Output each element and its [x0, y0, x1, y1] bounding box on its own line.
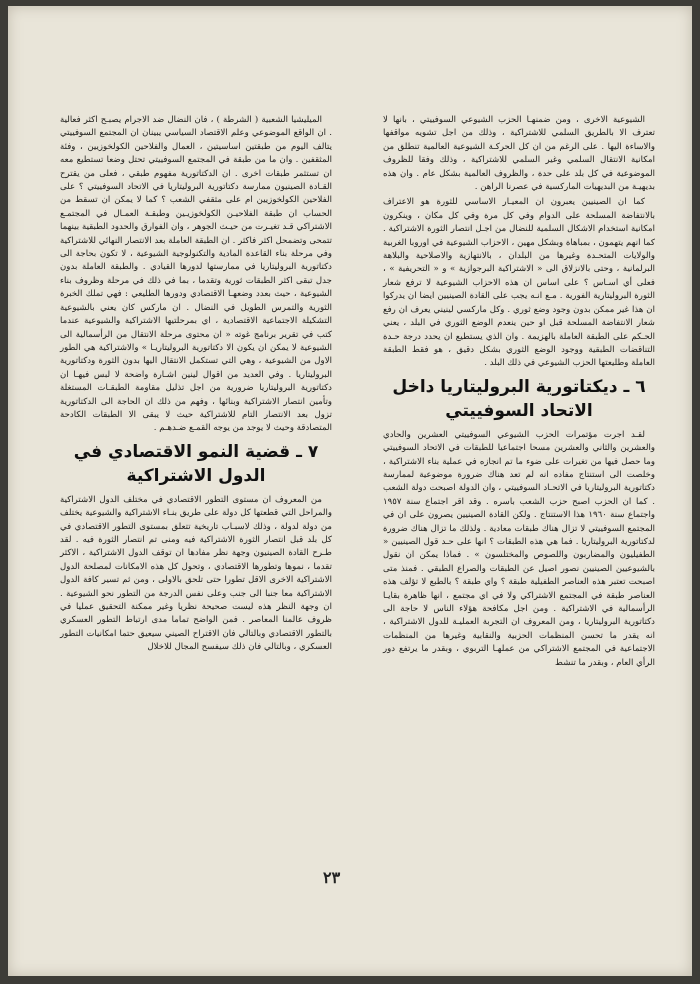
paragraph: الميليشيا الشعبية ( الشرطة ) ، فان النضال ضد الاجرام يصبـح اكثر فعالية . ان الواقع الموضوعي وعلم الاقتصاد السياسي يبينان ان المجتمع السوفييتي يتالف اليوم من طبقتين اساسيتين ، العمال والفلاحين الكولخوزيين ، وفئة المثقفين . وان ما من طبقة في المجتمع السوفييتي تحتل وضعا تستطيع معه ان تستثمر طبقات اخرى . ان الدكتاتورية مفهوم طبقي ، فعلى من يقترح القـادة الصينيون ممارسة دكتاتورية البروليتاريا في الاتحاد السوفييتي ؟ على الفلاحين الكولخوزيين ام على مثقفي الشعب ؟ كما لا يمكن ان تسقط من الحساب ان طبقة الفلاحيـن الكولخوزيـين وطبقـة العمـال في المجتمـع الاشتراكي قـد تغيـرت من حيـث الجوهر ، وان الفوارق والحدود الطبقية بينهما تتمحى وتضمحل اكثر فاكثر . ان الطبقة العاملة بعد الانتصار النهائي للاشتراكية وفي مرحلة بناء القاعدة المادية والتكنولوجية الشيوعية ، لا تكون بحاجة الى دكتاتورية البروليتاريا في ممارستها لدورها القيادي . والطبقة العاملة بدون جدل تبقى اكثر الطبقات ثورية وتقدما ، بما في ذلك في مرحلة وظروف بناء الشيوعية ، حيث بعدد وضعهـا الاقتصادي ودورها الطليعي : فهي تملك الخبرة الثورية والتمرس الطويل في النضال . ان ماركس كان يعني بالشيوعية التشكيلة الاجتماعية الاقتصادية ، اي بمرحلتيها الاشتراكية والشيوعية عندما كتب في تقرير برنامج غوته « ان محتوى مرحلة الانتقال من الرأسمالية الى الشيوعية لا يمكن ان يكون الا دكتاتورية البروليتاريـا » والاشتراكية هي الطور الاول من الشيوعية ، وهي التي تستكمل الانتقال اليها بدون الثورة ودكتاتورية البروليتاريا . وفي العديد من اقوال لينين اشـارة واضحة لا لبس فيهـا ان دكتاتورية البروليتاريا ضرورية من اجل تذليل مقاومة الطبقـات المستغلة وتأمين انتصار الاشتراكية وبنائها ، وفهم من ذلك ان الحاجة الى الدكتاتورية تزول بعد الانتصار التام للاشتراكية حيث لا يبقى الا الطبقات الكادحة المتصادقة وحيث لا يوجد من يوجه القمـع ضـدهـم . — [60, 115, 332, 434]
section-heading-6: ٦ ـ ديكتاتورية البروليتاريا داخل الاتحاد السوفييتي — [392, 376, 646, 421]
right-column — [383, 114, 655, 672]
paragraph: الشيوعية الاخرى ، ومن ضمنهـا الحزب الشيوعي السوفييتي ، بانها لا تعترف الا بالطريق السلمي للاشتراكية ، وذلك من اجل تشويه مواقفها والاساءة اليها . على الرغم من ان كل الحركـة الشيوعية العالمية تنطلق من امكانية الانتقال السلمي وغير السلمي للاشتراكية ، وذلك وفقا للظروف الموضوعية في كل بلد على حدة ، والظروف العالمية بشكل عام . وان هذه بديهيـة من البديهيات الماركسية في عصرنا الراهن . — [383, 115, 655, 193]
section-heading-7: ٧ ـ قضية النمو الاقتصادي في الدول الاشتراكية — [73, 441, 319, 486]
left-column — [60, 114, 332, 657]
page-number: ٢٣ — [323, 868, 341, 887]
document-page — [8, 6, 692, 976]
paragraph: كما ان الصينيين يعبرون ان المعيـار الاساسي للثورة هو الاعتراف بالانتفاضة المسلحة على الدوام وفي كل مرة وفي كل مكان ، وينكرون امكانية استخدام الاشكال السلمية للنضال من اجـل انتصار الثورة الاشتراكية . كما انهم يتهمون ، بمباهاة وبشكل مهين ، الاحزاب الشيوعية في اوروبا الغربية والولايات المتحـدة وغيرها من البلدان ، بالانتهازية والاصلاحية والبلاهة البرلمانية ، وحتى بالانزلاق الى « الاشتراكية البرجوازية » و « التحريفية » ، فعلى أي اسـاس ؟ على اساس ان هذه الاحزاب الشيوعية لا ترفع شعار الثورة البروليتارية الفورية . مـع انـه يجب على القادة الصينيين ايضا ان يدركوا ان هذا غير ممكن بدون وجود وضع ثوري . وكل ماركسي لينيني يعرف ان رفع شعار الانتفاضة المسلحة قبل او حين ينعدم الوضع الثوري في البلد ، يعني الحـكم على الطبقة العاملة بالهزيمة . وان الذي يستطيع ان يحدد درجة حـدة التناقضات الطبقية ووجود الوضع الثوري بشكل دقيق ، هو فقط الطبقة العاملة وطليعتها الحزب الشيوعي في ذلك البلد . — [383, 197, 655, 369]
paragraph: لقـد اجرت مؤتمرات الحزب الشيوعي السوفييتي العشرين والحادي والعشرين والثاني والعشرين مسحا اجتماعيا للطبقات في الاتحاد السوفييتي وما حصل فيها من تغيرات على ضوء ما تم انجازه في عملية بناء الاشتراكية ، وخلصت الى استنتاج مفاده انه لم تعد هناك ضرورة موضوعية لممارسة دكتاتورية البروليتاريا في الاتحـاد السوفييتي ، وان الدولة اصبحت دولة الشعب . كما ان الحزب اصبح حزب الشعب باسره . وقد اقر اجتماع سنة ١٩٥٧ واجتماع سنة ١٩٦٠ هذا الاستنتاج . ولكن القادة الصينيين يصرون على ان في المجتمع السوفييتي لا تزال هناك طبقات معادية . ولذلك ما تزال هناك ضرورة لدكتاتورية البروليتاريا . فما هي هذه الطبقات ؟ انها على حـد قول الصينيين « الطفيليون والمضاربون واللصوص والمختلسون » . فماذا يمكن ان نقول بالشيوعيين الصينيين نصور اصيل عن الطبقات والصراع الطبقي . فمنذ متى اصبحت تعتبر هذه العناصر الطفيلية طبقة ؟ واي طبقة ؟ بالطبع لا تؤلف هذه العناصر طبقة في المجتمع الاشتراكي ولا في اي مجتمع ، انها ظاهرة بقايـا الرأسمالية في الاشتراكية . ومن اجل مكافحة هؤلاء الناس لا حاجة الى دكتاتورية البروليتاريا ، ومن المعروف ان التجربة العمليـة للدول الاشتراكية ، انه يقدر ما تحسن المنظمات الحزبية والنقابية وغيرها من المنظمات الاجتماعية في المجتمع الاشتراكي من عملهـا التربوي ، وبقدر ما يرتفع دور الرأي العام ، وبقدر ما تنشط — [383, 429, 655, 668]
paragraph: من المعروف ان مستوى التطور الاقتصادي في مختلف الدول الاشتراكية والمراحل التي قطعتها كل دولة على طريق بنـاء الاشتراكية والشيوعية يختلف من دولة لدولة ، وذلك لاسبـاب تاريخية تتعلق بمستوى التطور الاقتصادي في كل بلد قبل انتصار الثورة الاشتراكية فيه ومنى تم انتصار الثورة فيه . لقد طـرح القادة الصينيون وجهة نظر مفادها ان توقف الدول الاشتراكية ، الاكثر تقدما ، نموها وتطورها الاقتصادي ، وتحول كل هذه الامكانات لمصلحة الدول الاشتراكية الاخرى الاقل تطورا حتى تلحق بالاولى ، ومن ثم تسير كافة الدول الاشتراكية معا جنبا الى جنب وعلى نفس الدرجة من التطور نحو الشيوعية . ان وجهة النظر هذه ليست صحيحة نظريا وغير ممكنة التحقيق عمليا في ظروف عالمنا المعاصر . فمن الواضح تماما مدى ارتباط التطور العسكري بالتطور الاقتصادي وبالتالي فان الاقتراح الصيني سيعيق حتما امكانيات التطور العسكري ، وبالتالي فان ذلك سيفسح المجال للاخلال — [60, 494, 332, 653]
